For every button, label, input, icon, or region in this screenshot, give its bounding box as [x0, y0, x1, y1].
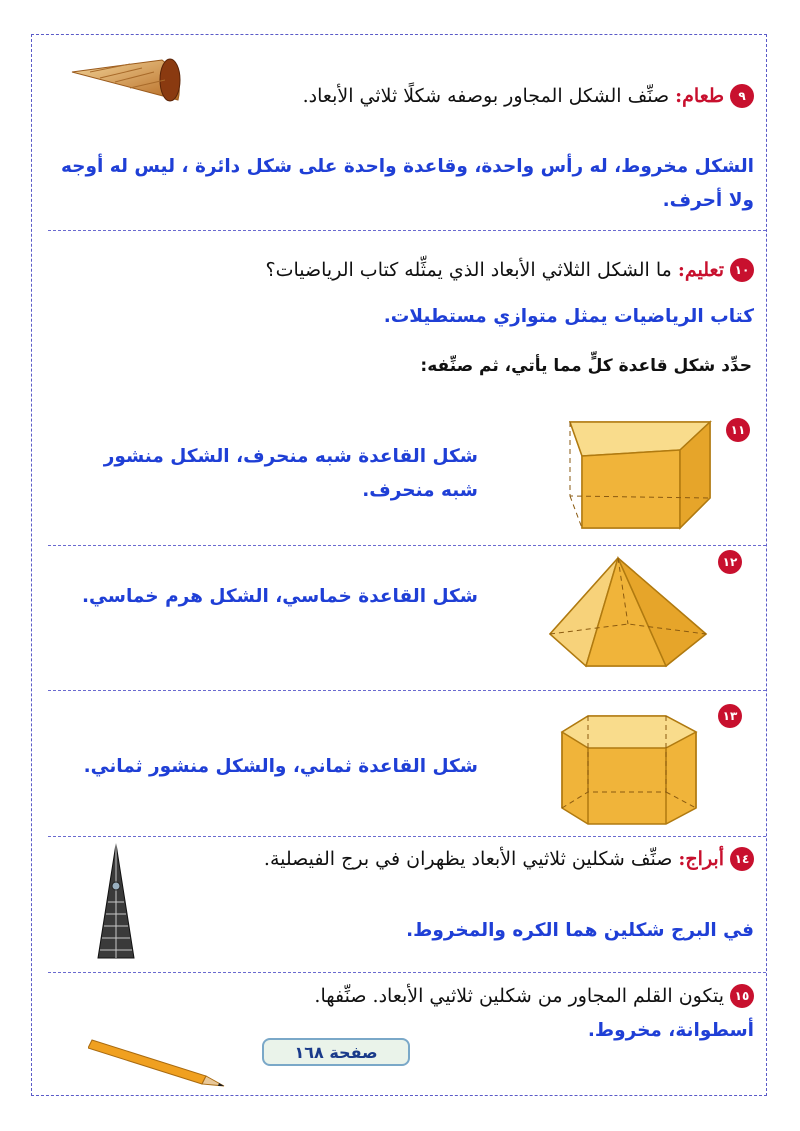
divider — [48, 836, 766, 837]
trapezoidal-prism-image — [560, 418, 720, 533]
q14-question: صنِّف شكلين ثلاثيي الأبعاد يظهران في برج الفيصلية. — [263, 848, 673, 870]
q9-label: طعام: — [675, 85, 724, 107]
q15-question: يتكون القلم المجاور من شكلين ثلاثيي الأبعاد. صنِّفها. — [314, 985, 724, 1007]
q11-answer: شكل القاعدة شبه منحرف، الشكل منشور شبه منحرف. — [103, 446, 478, 501]
q10-label: تعليم: — [677, 259, 724, 281]
q13-number-badge: ١٣ — [718, 704, 742, 728]
divider — [48, 690, 766, 691]
faisaliah-tower-image — [94, 842, 138, 960]
divider — [48, 230, 766, 231]
q9-answer: الشكل مخروط، له رأس واحدة، وقاعدة واحدة على شكل دائرة ، ليس له أوجه ولا أحرف. — [60, 156, 754, 211]
q10-question: ما الشكل الثلاثي الأبعاد الذي يمثِّله كتاب الرياضيات؟ — [265, 259, 672, 281]
waffle-cone-image — [70, 58, 186, 124]
pentagonal-pyramid-image — [546, 554, 714, 672]
octagonal-prism-image — [556, 712, 706, 830]
pencil-image — [88, 1034, 228, 1094]
q14-question-line — [264, 847, 754, 871]
q12-answer: شكل القاعدة خماسي، الشكل هرم خماسي. — [82, 586, 478, 607]
q14-number-badge: ١٤ — [730, 847, 754, 871]
q9-question: صنِّف الشكل المجاور بوصفه شكلًا ثلاثي الأبعاد. — [302, 85, 670, 107]
q10-number-badge: ١٠ — [730, 258, 754, 282]
divider — [48, 972, 766, 973]
q10-answer: كتاب الرياضيات يمثل متوازي مستطيلات. — [383, 306, 754, 327]
divider — [48, 545, 766, 546]
instruction-text: حدِّد شكل قاعدة كلٍّ مما يأتي، ثم صنِّفه: — [420, 356, 752, 376]
page-number-box — [262, 1038, 410, 1066]
page-number: صفحة ١٦٨ — [294, 1042, 378, 1062]
q11-number-badge: ١١ — [726, 418, 750, 442]
q15-answer: أسطوانة، مخروط. — [587, 1020, 754, 1041]
q9-question-line — [303, 84, 754, 108]
q14-answer: في البرج شكلين هما الكره والمخروط. — [406, 920, 754, 941]
q15-number-badge: ١٥ — [730, 984, 754, 1008]
q13-answer: شكل القاعدة ثماني، والشكل منشور ثماني. — [83, 756, 478, 777]
q10-question-line — [266, 258, 754, 282]
q12-number-badge: ١٢ — [718, 550, 742, 574]
q14-label: أبراج: — [678, 848, 724, 870]
q15-question-line — [314, 984, 754, 1008]
q9-number-badge: ٩ — [730, 84, 754, 108]
